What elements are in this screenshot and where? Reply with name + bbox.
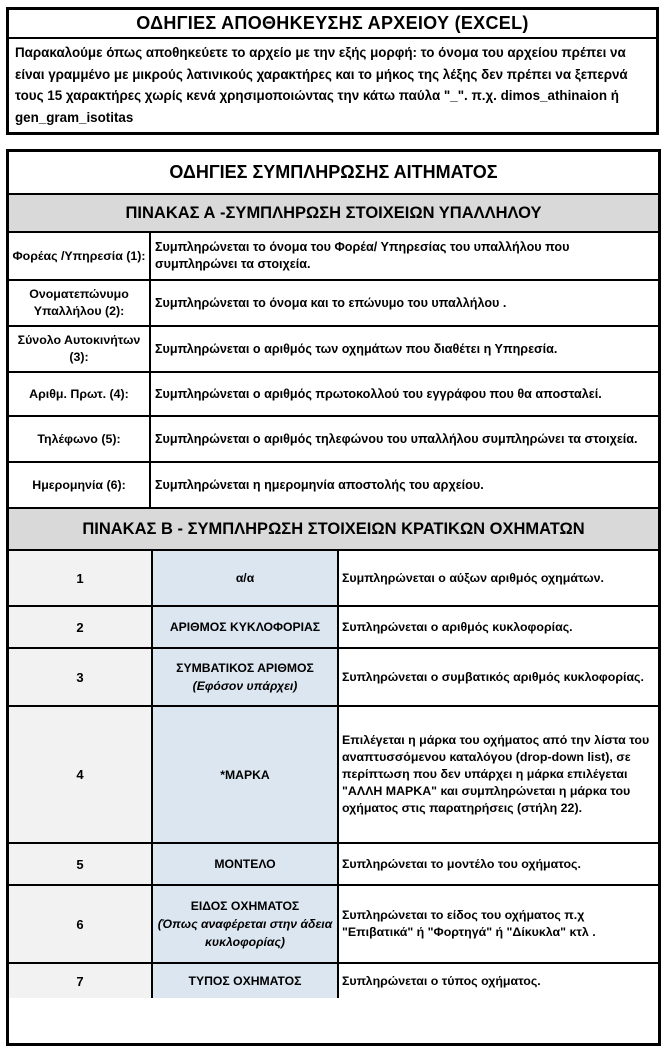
- table-a: [9, 233, 658, 509]
- table-b-column-name: [153, 707, 339, 842]
- table-a-field-label: Φορέας /Υπηρεσία (1):: [9, 233, 151, 279]
- file-instructions-title: ΟΔΗΓΙΕΣ ΑΠΟΘΗΚΕΥΣΗΣ ΑΡΧΕΙΟΥ (EXCEL): [9, 10, 656, 39]
- table-b-column-description: Συμπληρώνεται ο αύξων αριθμός οχημάτων.: [342, 570, 604, 585]
- table-a-field-label: Ημερομηνία (6):: [9, 463, 151, 507]
- table-b-column-name-note: (Όπως αναφέρεται στην άδεια κυκλοφορίας): [157, 917, 333, 949]
- table-b-column-name: [153, 607, 339, 647]
- table-a-field-description: Συμπληρώνεται ο αριθμός τηλεφώνου του υπαλλήλου συμπληρώνει τα στοιχεία.: [155, 431, 638, 446]
- file-save-instructions: [6, 7, 659, 135]
- table-b-column-number: 2: [9, 607, 153, 647]
- table-a-header: ΠΙΝΑΚΑΣ Α -ΣΥΜΠΛΗΡΩΣΗ ΣΤΟΙΧΕΙΩΝ ΥΠΑΛΛΗΛΟΥ: [9, 195, 658, 233]
- table-b-column-name-note: (Εφόσον υπάρχει): [192, 679, 298, 693]
- table-b-row: [9, 844, 658, 886]
- table-b-column-name-text: ΜΟΝΤΕΛΟ: [214, 857, 276, 871]
- table-b-column-description: Συπληρώνεται ο συμβατικός αριθμός κυκλοφορίας.: [342, 669, 644, 684]
- table-b-column-number: 6: [9, 886, 153, 962]
- table-b-column-description: Επιλέγεται η μάρκα του οχήματος από την λίστα του αναπτυσσόμενου καταλόγου (drop-down list), σε περίπτωση που δεν υπάρχει η μάρκα επιλέγεται "ΑΛΛΗ ΜΑΡΚΑ" και συμπληρώνεται η μάρκα του οχήματος στις παρατηρήσεις (στήλη 22).: [342, 733, 650, 815]
- table-b-column-name-text: α/α: [235, 571, 255, 585]
- table-b-column-name-text: ΤΥΠΟΣ ΟΧΗΜΑΤΟΣ: [188, 974, 302, 988]
- table-b-column-name: [153, 886, 339, 962]
- table-b-column-name-text: ΑΡΙΘΜΟΣ ΚΥΚΛΟΦΟΡΙΑΣ: [169, 620, 321, 634]
- table-b-column-description: Συπληρώνεται ο αριθμός κυκλοφορίας.: [342, 619, 573, 634]
- table-a-field-description: Συμπληρώνεται το όνομα του Φορέα/ Υπηρεσίας του υπαλλήλου που συμπληρώνει τα στοιχεία.: [155, 240, 570, 271]
- request-instructions: [6, 149, 661, 1046]
- table-a-field-label: Ονοματεπώνυμο Υπαλλήλου (2):: [9, 281, 151, 325]
- request-instructions-title: ΟΔΗΓΙΕΣ ΣΥΜΠΛΗΡΩΣΗΣ ΑΙΤΗΜΑΤΟΣ: [9, 152, 658, 195]
- table-b-row: [9, 607, 658, 649]
- table-b-row: [9, 551, 658, 607]
- table-b-column-name: [153, 551, 339, 605]
- table-b-column-description: Συπληρώνεται ο τύπος οχήματος.: [342, 973, 541, 988]
- table-b-row: [9, 886, 658, 964]
- table-b-column-description: Συπληρώνεται το μοντέλο του οχήματος.: [342, 856, 581, 871]
- table-a-row: [9, 417, 658, 463]
- table-b-column-name-text: ΕΙΔΟΣ ΟΧΗΜΑΤΟΣ: [190, 899, 300, 913]
- table-b-column-name: [153, 964, 339, 998]
- table-a-row: [9, 463, 658, 509]
- table-a-field-description: Συμπληρώνεται ο αριθμός των οχημάτων που διαθέτει η Υπηρεσία.: [155, 341, 558, 356]
- table-b-column-name-text: ΣΥΜΒΑΤΙΚΟΣ ΑΡΙΘΜΟΣ: [176, 661, 314, 675]
- table-a-field-description: Συμπληρώνεται η ημερομηνία αποστολής του αρχείου.: [155, 477, 484, 492]
- table-a-row: [9, 233, 658, 281]
- table-b-column-name: [153, 844, 339, 884]
- table-b-column-number: 1: [9, 551, 153, 605]
- table-b-column-description: Συπληρώνεται το είδος του οχήματος π.χ "Επιβατικά" ή "Φορτηγά" ή "Δίκυκλα" κτλ .: [342, 908, 596, 939]
- table-a-field-description: Συμπληρώνεται το όνομα και το επώνυμο του υπαλλήλου .: [155, 295, 507, 310]
- table-a-field-label: Τηλέφωνο (5):: [9, 417, 151, 461]
- table-b-column-number: 3: [9, 649, 153, 705]
- table-b-row: [9, 964, 658, 998]
- table-b-row: [9, 707, 658, 844]
- table-b-column-number: 4: [9, 707, 153, 842]
- table-b-column-number: 7: [9, 964, 153, 998]
- table-b-column-name: [153, 649, 339, 705]
- table-a-row: [9, 373, 658, 417]
- table-b-header: ΠΙΝΑΚΑΣ Β - ΣΥΜΠΛΗΡΩΣΗ ΣΤΟΙΧΕΙΩΝ ΚΡΑΤΙΚΩΝ ΟΧΗΜΑΤΩΝ: [9, 509, 658, 551]
- table-a-field-label: Αριθμ. Πρωτ. (4):: [9, 373, 151, 415]
- table-b-column-number: 5: [9, 844, 153, 884]
- file-instructions-text: Παρακαλούμε όπως αποθηκεύετε το αρχείο με την εξής μορφή: το όνομα του αρχείου πρέπει να είναι γραμμένο με μικρούς λατινικούς χαρακτήρες και το μήκος της λέξης δεν πρέπει να ξεπερνά τους 15 χαρακτήρες χωρίς κενά χρησιμοποιώντας την κάτω παύλα "_". π.χ. dimos_athinaion ή gen_gram_isotitas: [15, 45, 628, 125]
- table-a-row: [9, 327, 658, 373]
- table-b-column-name-text: *ΜΑΡΚΑ: [220, 767, 270, 782]
- table-b-row: [9, 649, 658, 707]
- table-a-row: [9, 281, 658, 327]
- table-a-field-description: Συμπληρώνεται ο αριθμός πρωτοκολλού του εγγράφου που θα αποσταλεί.: [155, 386, 602, 401]
- table-a-field-label: Σύνολο Αυτοκινήτων (3):: [9, 327, 151, 371]
- table-b: [9, 551, 658, 998]
